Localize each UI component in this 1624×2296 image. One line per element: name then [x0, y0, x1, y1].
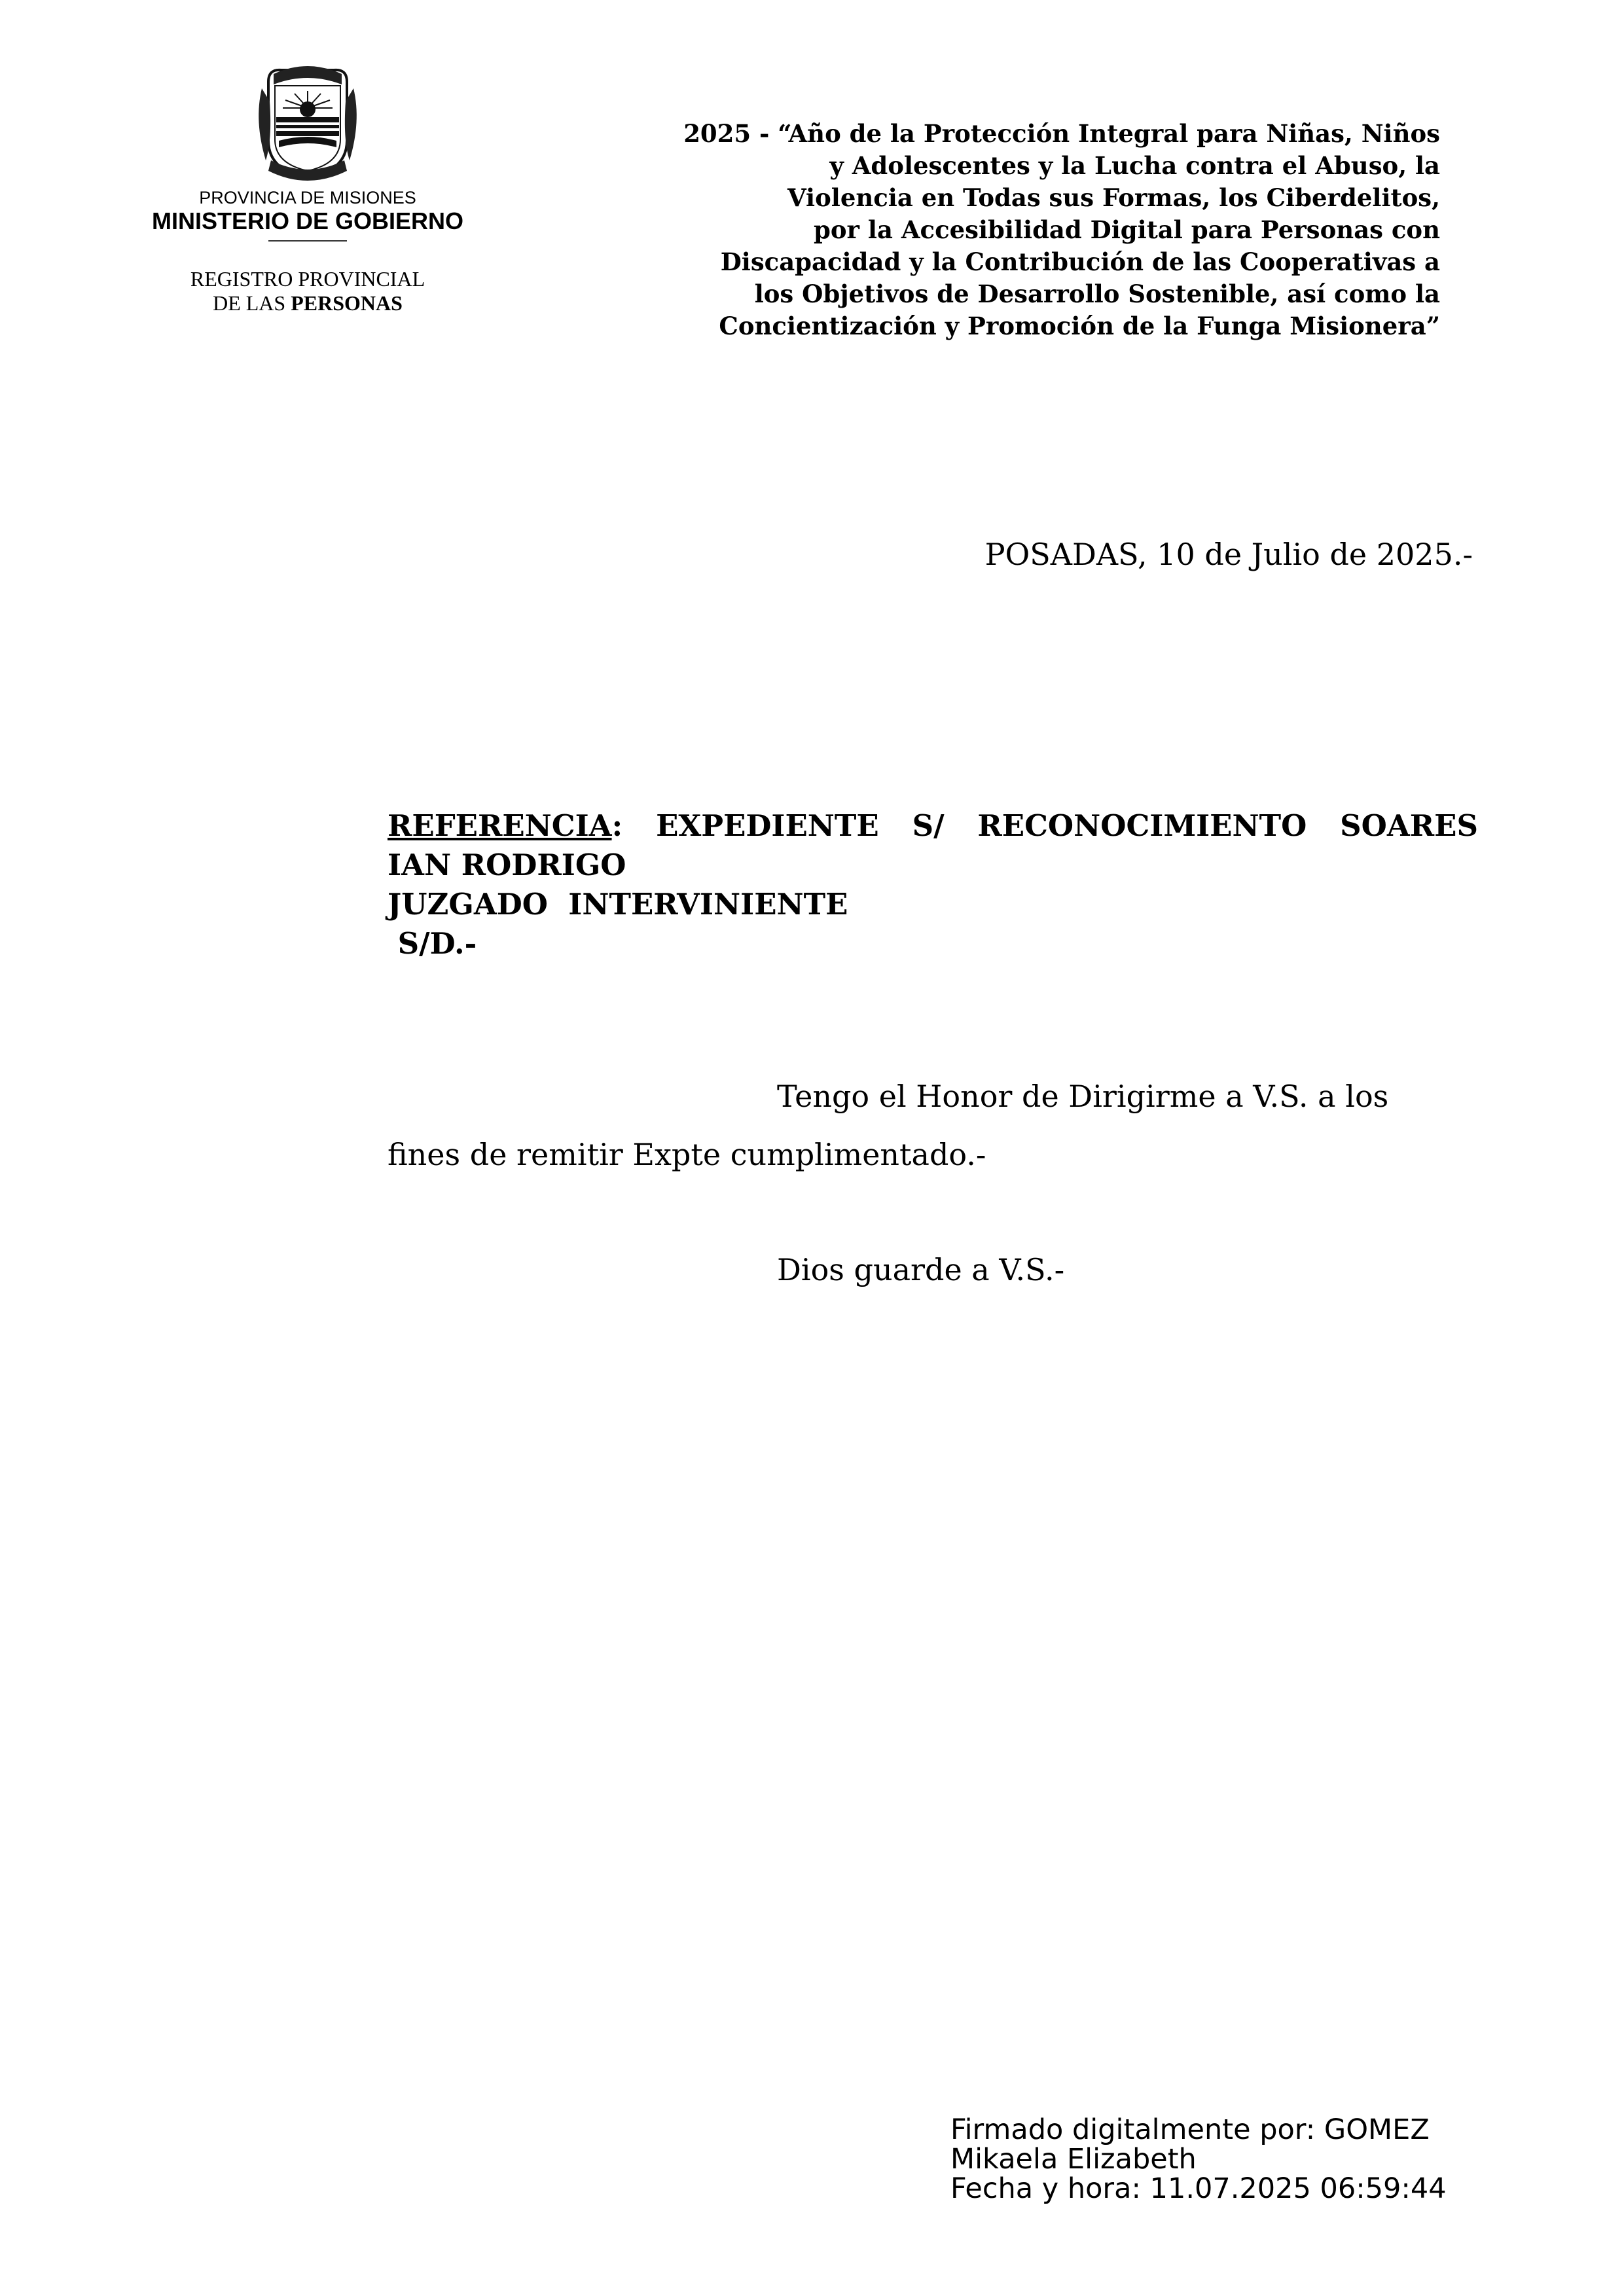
reference-label-group	[388, 806, 623, 846]
header-divider	[268, 240, 347, 242]
provincial-seal-icon	[249, 62, 367, 183]
motto-line: Discapacidad y la Contribución de las Cooperativas a	[720, 247, 1440, 276]
reference-line1	[388, 806, 1478, 846]
motto-line: y Adolescentes y la Lucha contra el Abuso, la	[829, 151, 1440, 180]
province-name: PROVINCIA DE MISIONES	[199, 188, 416, 207]
motto-line: los Objetivos de Desarrollo Sostenible, así como la	[754, 279, 1440, 308]
reference-block	[388, 806, 1478, 963]
reference-word: RECONOCIMIENTO	[977, 808, 1307, 843]
signature-datetime-line: Fecha y hora: 11.07.2025 06:59:44	[950, 2172, 1447, 2205]
reference-colon: :	[611, 808, 623, 843]
reference-word: SOARES	[1340, 808, 1478, 843]
registry-line2-bold: PERSONAS	[291, 291, 403, 315]
motto-line: por la Accesibilidad Digital para Personas con	[814, 215, 1440, 244]
reference-line2: IAN RODRIGO	[388, 848, 626, 882]
signature-signer-line: Firmado digitalmente por: GOMEZ	[950, 2113, 1430, 2146]
registry-line2-prefix: DE LAS	[213, 291, 286, 315]
document-date: POSADAS, 10 de Julio de 2025.-	[984, 537, 1473, 572]
motto-line: 2025 - “Año de la Protección Integral para Niñas, Niños	[683, 119, 1440, 148]
year-motto	[609, 118, 1440, 342]
motto-line: Violencia en Todas sus Formas, los Ciberdelitos,	[787, 183, 1440, 212]
ministry-name: MINISTERIO DE GOBIERNO	[151, 207, 464, 234]
signature-name-line: Mikaela Elizabeth	[950, 2143, 1197, 2176]
reference-label: REFERENCIA	[388, 808, 612, 843]
registry-name-line1: REGISTRO PROVINCIAL	[190, 267, 425, 291]
motto-line: Concientización y Promoción de la Funga Misionera”	[719, 312, 1440, 340]
reference-word: S/	[912, 808, 945, 843]
registry-name-line2	[151, 291, 465, 315]
recipient-sd: S/D.-	[388, 926, 477, 961]
recipient-court: JUZGADO INTERVINIENTE	[388, 887, 848, 922]
institution-header	[151, 62, 465, 324]
closing-salutation: Dios guarde a V.S.-	[777, 1252, 1065, 1287]
body-paragraph-line1: Tengo el Honor de Dirigirme a V.S. a los	[777, 1079, 1389, 1114]
digital-signature	[950, 2115, 1487, 2204]
body-paragraph-line2: fines de remitir Expte cumplimentado.-	[388, 1137, 986, 1172]
reference-word: EXPEDIENTE	[656, 808, 879, 843]
